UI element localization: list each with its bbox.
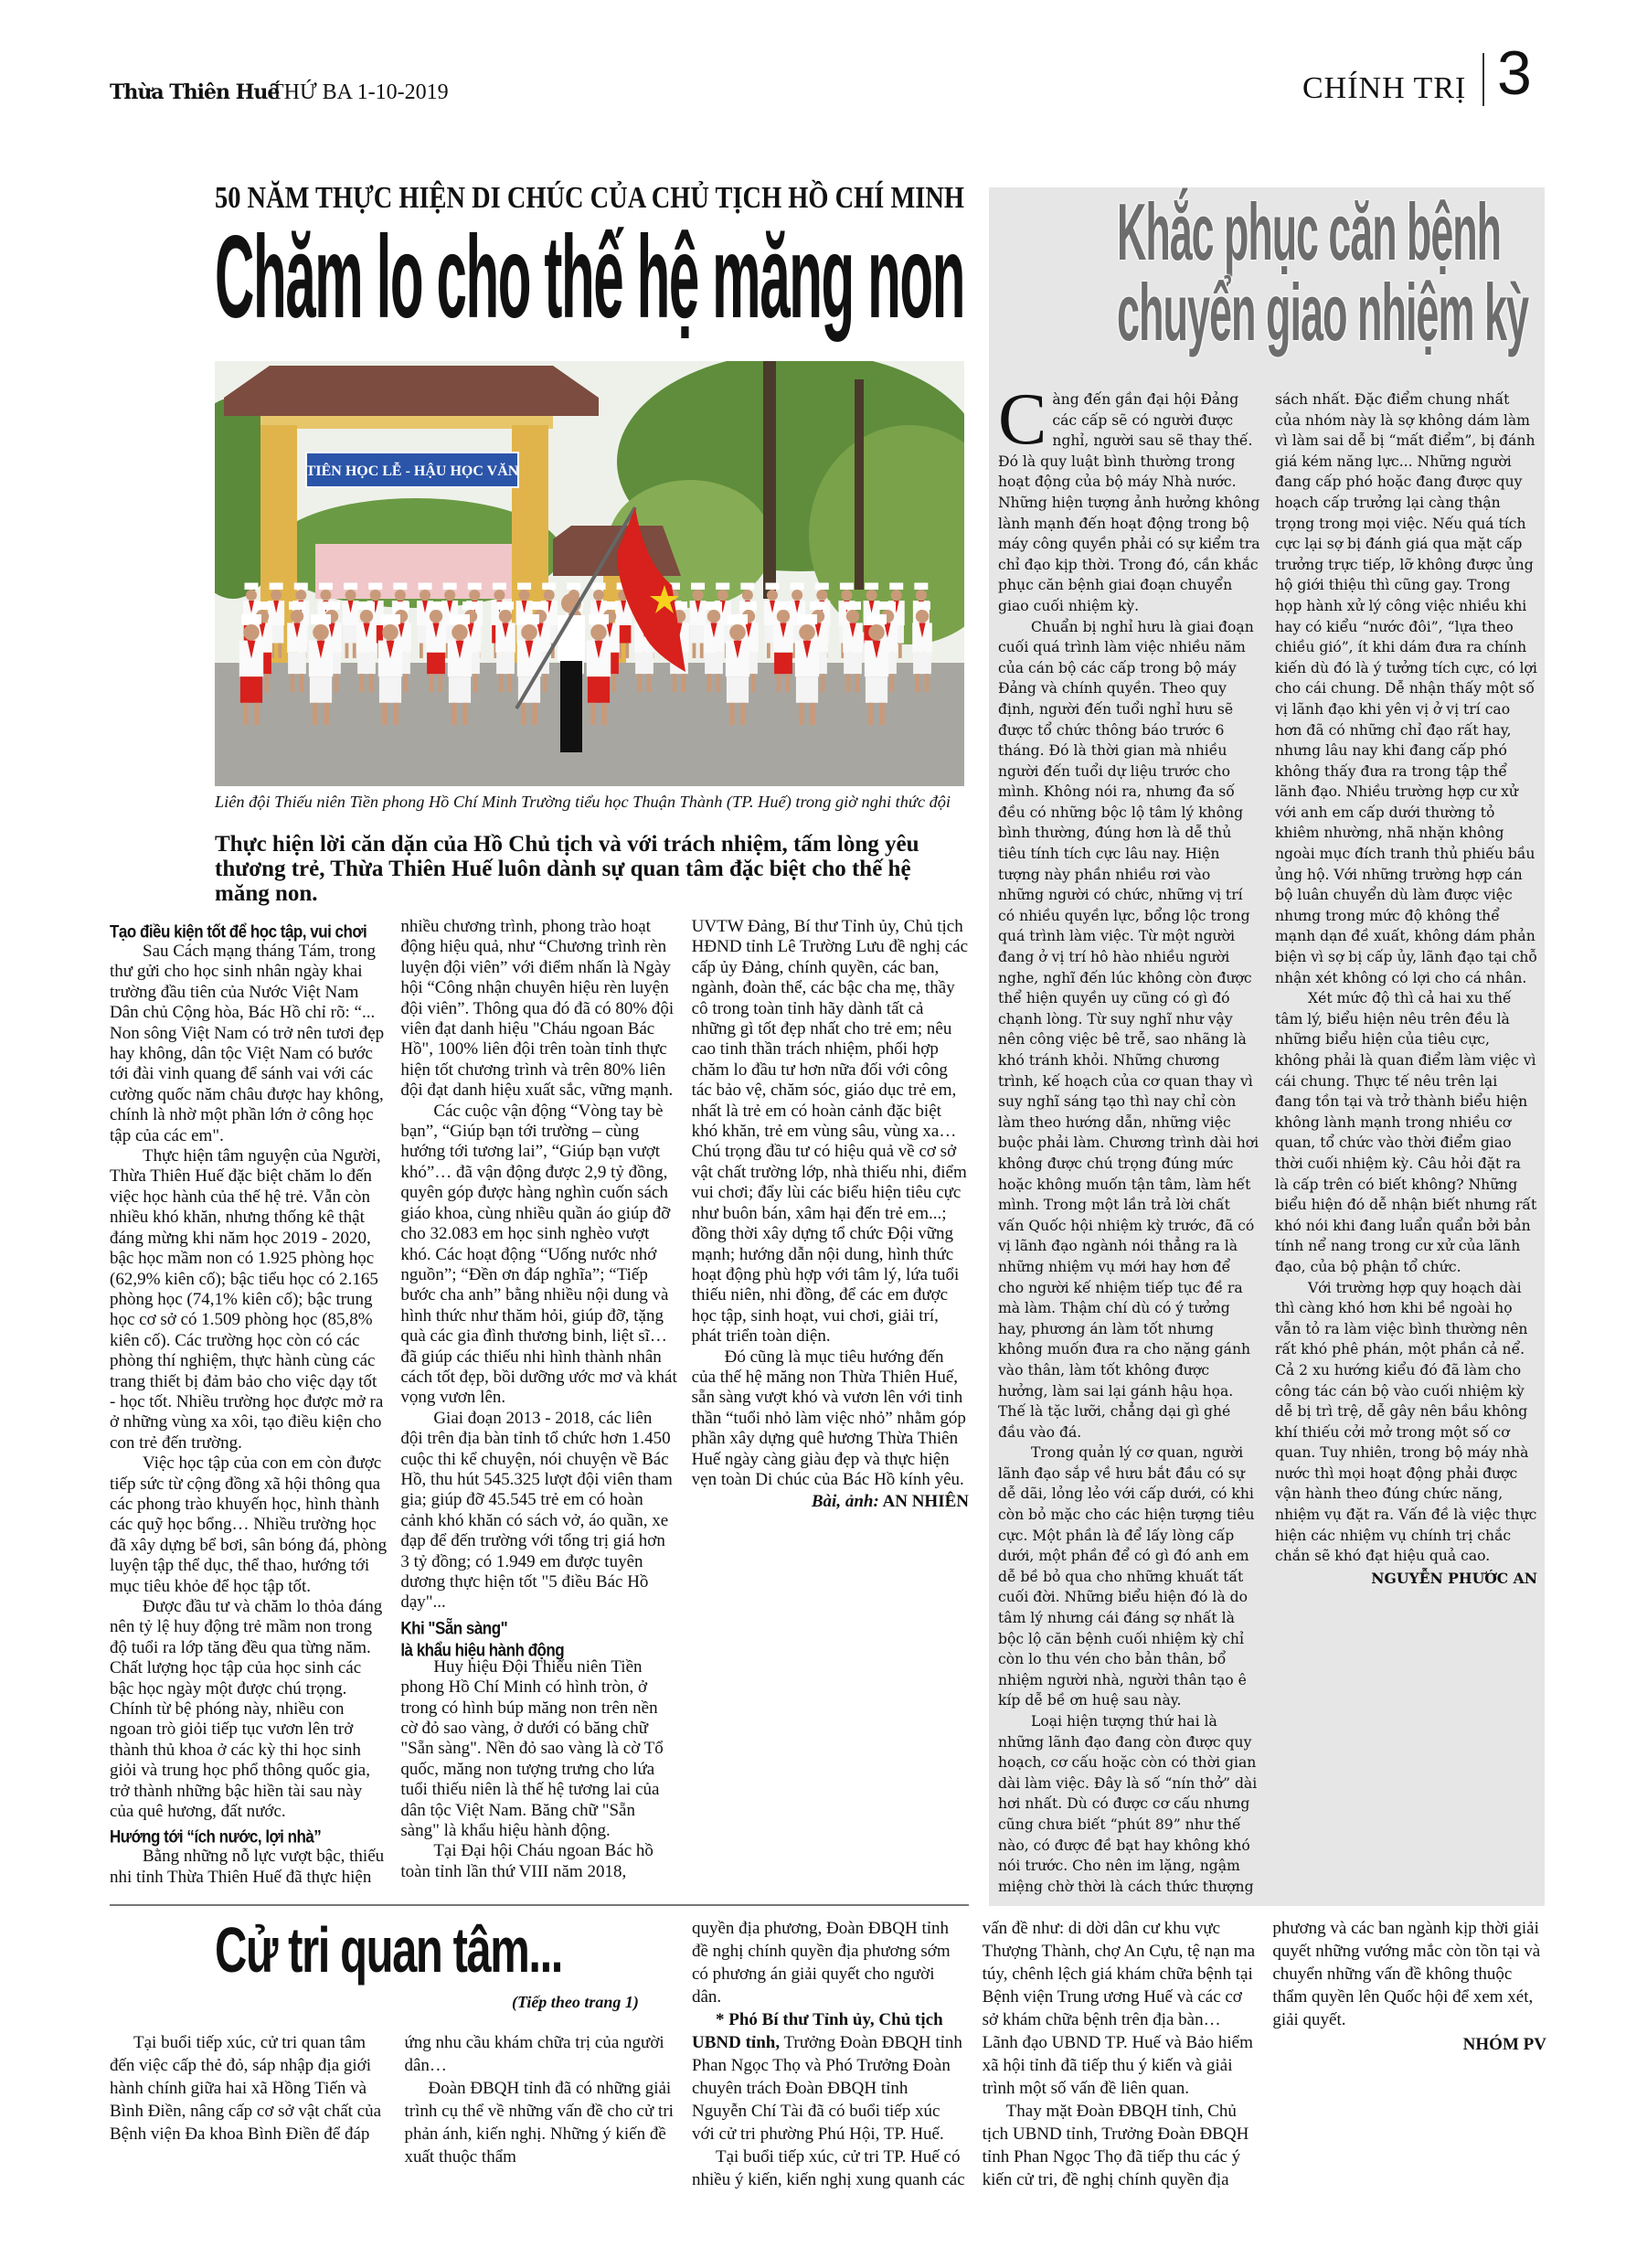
bold-lead: * Phó Bí thư Tỉnh ủy, Chủ tịch UBND tỉnh, <box>692 2010 943 2052</box>
paragraph: Thay mặt Đoàn ĐBQH tỉnh, Chủ tịch UBND tỉnh, Trưởng Đoàn ĐBQH tỉnh Phan Ngọc Thọ đã tiếp thu các ý kiến cử tri, đề nghị chính quyền địa phương và các ban ngành kịp thời giải quyết những vướng mắc còn tồn tại và chuyển những vấn đề không thuộc thẩm quyền lên Quốc hội để xem xét, giải quyết. <box>982 1919 1541 2189</box>
paragraph <box>692 2008 966 2146</box>
caption-text: Liên đội Thiếu niên Tiền phong Hồ Chí Minh Trường tiểu học Thuận Thành (TP. Huế) trong giờ nghi thức đội <box>215 793 951 811</box>
paragraph: quyền địa phương, Đoàn ĐBQH tỉnh đề nghị chính quyền địa phương sớm có phương án giải quyết cho người dân. <box>692 1919 951 2007</box>
subheading <box>400 1617 677 1661</box>
byline: NHÓM PV <box>1462 2035 1546 2054</box>
sidebar-body <box>998 379 1537 1902</box>
paragraph: Thực hiện tâm nguyện của Người, Thừa Thiên Huế đặc biệt chăm lo đến việc học hành của thế hệ trẻ. Vẫn còn nhiều khó khăn, nhưng thống kê thật đáng mừng khi năm học 2019 - 2020, bậc học mầm non có 1.925 phòng học (62,9% kiên cố); bậc tiểu học có 2.165 phòng học (74,1% kiên cố); bậc trung học cơ sở có 1.509 phòng học (85,8% kiên cố). Các trường học còn có các phòng thí nghiệm, thực hành cùng các trang thiết bị đảm bảo cho việc dạy tốt - học tốt. Nhiều trường học được mở ra ở những vùng xa xôi, tạo điều kiện cho con trẻ đến trường. <box>110 1146 384 1453</box>
paragraph: Tại buổi tiếp xúc, cử tri quan tâm đến việc cấp thẻ đỏ, sáp nhập địa giới hành chính giữa hai xã Hồng Tiến và Bình Điền, nâng cấp cơ sở vật chất của Bệnh viện Đa khoa Bình Điền để đáp ứng nhu cầu khám chữa trị của người dân… <box>110 2033 664 2144</box>
bottom-body-right <box>692 1917 1546 2191</box>
issue-date: THỨ BA 1-10-2019 <box>271 80 449 104</box>
bottom-body-left <box>110 2031 681 2177</box>
paragraph: Loại hiện tượng thứ hai là những lãnh đạo đang còn được quy hoạch, cơ cấu hoặc còn có thời gian dài làm việc. Đây là số “nín thở” dài hơi nhất. Dù có được cơ cấu nhưng cũng chưa biết “phút 89” như thế nào, có được đề bạt hay không khó nói trước. Cho nên im lặng, ngậm miệng chờ thời là cách thức thượng sách nhất. Đặc điểm chung nhất của nhóm này là sợ không dám làm vì làm sai dễ bị “mất điểm”, bị đánh giá kém năng lực... Những người đang cấp phó hoặc đang được quy hoạch cấp trưởng lại càng thận trọng trong mọi việc. Nếu quá tích cực lại sợ bị đánh giá qua mặt cấp trưởng trực tiếp, lỡ không được ủng hộ giới thiệu thì cũng gay. Trong họp hành xử lý công việc nhiều khi hay có kiểu “nước đôi”, “lựa theo chiều gió”, ít khi dám đưa ra chính kiến dù đó là ý tưởng tích cực, có lợi cho cái chung. Dễ nhận thấy một số vị lãnh đạo khi yên vị ở vị trí cao hơn đã có những chỉ đạo rất hay, nhưng lâu nay khi đang cấp phó không thấy đưa ra trong tập thể lãnh đạo. Nhiều trường hợp cư xử với anh em cấp dưới thường tỏ khiêm nhường, nhã nhặn không ngoài mục đích tranh thủ phiếu bầu ủng hộ. Với những trường hợp cán bộ luân chuyển dù làm được việc nhưng trong mức độ không thể mạnh dạn đề xuất, không dám phản biện vì sợ bị cấp ủy, lãnh đạo tại chỗ nhận xét không có lợi cho cá nhân. <box>998 391 1537 1895</box>
gate-sign-text: TIÊN HỌC LỄ - HẬU HỌC VĂN <box>305 463 519 479</box>
continued-note: (Tiếp theo trang 1) <box>512 1993 639 2011</box>
subheading: Hướng tới “ích nước, lợi nhà” <box>110 1826 322 1847</box>
article-photo <box>215 361 964 786</box>
kicker-text: 50 NĂM THỰC HIỆN DI CHÚC CỦA CHỦ TỊCH HỒ CHÍ MINH <box>215 181 964 215</box>
paragraph: Xét mức độ thì cả hai xu thế tâm lý, biểu hiện nêu trên đều là những biểu hiện của tiêu cực, không phải là quan điểm làm việc vì cái chung. Thực tế nêu trên lại đang tồn tại và trở thành biểu hiện không lành mạnh trong nhiều cơ quan, tổ chức vào thời điểm giao thời cuối nhiệm kỳ. Câu hỏi đặt ra là cấp trên có biết không? Những biểu hiện đó dễ nhận biết nhưng rất khó nói khi đang luẩn quẩn bởi bản tính nể nang trong cư xử của lãnh đạo, của bộ phận tổ chức. <box>1275 990 1537 1275</box>
drop-cap: C <box>998 379 1047 460</box>
paragraph: Bằng những nỗ lực vượt bậc, thiếu nhi tỉnh Thừa Thiên Huế đã thực hiện nhiều chương trình, phong trào hoạt động hiệu quả, như “Chương trình rèn luyện đội viên” với điểm nhấn là Ngày hội “Công nhận chuyên hiệu rèn luyện đội viên”. Thông qua đó đã có 80% đội viên đạt danh hiệu "Cháu ngoan Bác Hồ", 100% liên đội trên toàn tỉnh thực hiện tốt chương trình và trên 80% liên đội đạt danh hiệu xuất sắc, vững mạnh. <box>110 917 675 1887</box>
subheading: Tạo điều kiện tốt để học tập, vui chơi <box>110 921 367 942</box>
byline <box>692 1492 969 1512</box>
header-divider <box>1482 53 1484 106</box>
byline-name: AN NHIÊN <box>882 1492 969 1512</box>
paragraph: Tại Đại hội Cháu ngoan Bác hồ toàn tỉnh lần thứ VIII năm 2018, UVTW Đảng, Bí thư Tỉnh ủy, Chủ tịch HĐND tỉnh Lê Trường Lưu đề nghị các cấp ủy Đảng, chính quyền, các ban, ngành, đoàn thể, các bậc cha mẹ, thầy cô trong toàn tỉnh hãy dành tất cả những gì tốt đẹp nhất cho trẻ em; nêu cao tinh thần trách nhiệm, phối hợp chăm lo đầu tư hơn nữa đối với công tác bảo vệ, chăm sóc, giáo dục trẻ em, nhất là trẻ em có hoàn cảnh đặc biệt khó khăn, trẻ em vùng sâu, vùng xa… Chú trọng đầu tư có hiệu quả về cơ sở vật chất trường lớp, nhà thiếu nhi, điểm vui chơi; đẩy lùi các biểu hiện tiêu cực như buôn bán, xâm hại đến trẻ em...; đồng thời xây dựng tổ chức Đội vững mạnh; hướng dẫn nội dung, hình thức hoạt động phù hợp với tâm lý, lứa tuổi thiếu niên, nhi đồng, để các em được học tập, sinh hoạt, vui chơi, giải trí, phát triển toàn diện. <box>400 917 969 1881</box>
photo-caption <box>215 793 951 811</box>
paragraph: Chuẩn bị nghỉ hưu là giai đoạn cuối quá trình làm việc nhiều năm của cán bộ các cấp trong bộ máy Đảng và chính quyền. Theo quy định, người đến tuổi nghỉ hưu sẽ được tổ chức thông báo trước 6 tháng. Đó là thời gian mà nhiều người đến tuổi dự liệu trước cho mình. Không nói ra, nhưng đa số đều có những bộc lộ tâm lý không bình thường, đúng hơn là dễ thủ tiêu tính tích cực lâu nay. Hiện tượng này phần nhiều rơi vào những người có chức, những vị trí có nhiều quyền lực, bổng lộc trong quá trình làm việc. Từ một người đang ở vị trí hô hào nhiều người nghe, nghĩ đến lúc không còn được thể hiện quyền uy cũng có gì đó chạnh lòng. Từ suy nghĩ như vậy nên công việc bê trễ, sao nhãng là khó tránh khỏi. Những chương trình, kế hoạch của cơ quan thay vì suy nghĩ sáng tạo thì nay chỉ còn làm theo hướng dẫn, những việc buộc phải làm. Chương trình dài hơi không được chú trọng đúng mức hoặc không muốn tận tâm, làm hết mình. Trong một lần trả lời chất vấn Quốc hội nhiệm kỳ trước, đã có vị lãnh đạo ngành nói thẳng ra là những nhiệm vụ mới hay hơn để cho người kế nhiệm tiếp tục đề ra mà làm. Thậm chí dù có ý tưởng hay, phương án làm tốt nhưng không muốn đưa ra cho nặng gánh vào thân, làm tốt không được hưởng, làm sai lại gánh hậu họa. Thế là tặc lưỡi, chẳng dại gì ghé đầu vào đá. <box>998 618 1259 1441</box>
sidebar-title-line: Khắc phục căn bệnh <box>1117 186 1501 277</box>
byline: NGUYỄN PHƯỚC AN <box>1371 1569 1537 1587</box>
paper-name: Thừa Thiên Huế <box>110 80 280 104</box>
paragraph: Các cuộc vận động “Vòng tay bè bạn”, “Giúp bạn tới trường – cùng hướng tới tương lai”, “Giúp bạn vượt khó”… đã vận động được 2,9 tỷ đồng, quyên góp được hàng nghìn cuốn sách giáo khoa, cùng nhiều quần áo giúp đỡ cho 32.083 em học sinh nghèo vượt khó. Các hoạt động “Uống nước nhớ nguồn”; “Đền ơn đáp nghĩa”; “Tiếp bước cha anh” bằng nhiều nội dung và hình thức như thăm hỏi, giúp đỡ, tặng quà các gia đình thương binh, liệt sĩ… đã giúp các thiếu nhi hình thành nhân cách tốt đẹp, bồi dưỡng ước mơ và khát vọng vươn lên. <box>400 1101 677 1408</box>
byline-label: Bài, ảnh: <box>811 1492 879 1512</box>
paragraph: Tại buổi tiếp xúc, cử tri TP. Huế có nhiều ý kiến, kiến nghị xung quanh các vấn đề như: di dời dân cư khu vực Thượng Thành, chợ An Cựu, tệ nạn ma túy, chênh lệch giá khám chữa bệnh tại Bệnh viện Trung ương Huế và các cơ sở khám chữa bệnh trên địa bàn… Lãnh đạo UBND TP. Huế và Bảo hiểm xã hội tỉnh đã tiếp thu ý kiến và giải trình một số vấn đề liên quan. <box>692 1919 1256 2189</box>
subheading-line: Khi "Sẵn sàng" <box>400 1617 508 1638</box>
paragraph <box>998 379 1260 617</box>
paragraph: Đó cũng là mục tiêu hướng đến của thế hệ măng non Thừa Thiên Huế, sẵn sàng vượt khó và vươn lên với tinh thần “tuổi nhỏ làm việc nhỏ” nhằm góp phần xây dựng quê hương Thừa Thiên Huế ngày càng giàu đẹp và thực hiện vẹn toàn Di chúc của Bác Hồ kính yêu. <box>691 1347 966 1489</box>
paragraph: Việc học tập của con em còn được tiếp sức từ cộng đồng xã hội thông qua các phong trào khuyến học, hình thành các quỹ học bổng… Nhiều trường học đã xây dựng bể bơi, sân bóng đá, phòng luyện tập thể dục, thể thao, hướng tới mục tiêu khỏe để học tập tốt. <box>110 1453 388 1596</box>
article-kicker <box>215 183 1111 214</box>
bottom-headline <box>215 1914 712 1986</box>
paragraph: Đoàn ĐBQH tỉnh đã có những giải trình cụ thể về những vấn đề cho cử tri phản ánh, kiến nghị. Những ý kiến đề xuất thuộc thẩm <box>404 2079 674 2167</box>
bottom-headline-text: Cử tri quan tâm... <box>215 1914 562 1986</box>
article-body <box>110 917 969 1900</box>
paragraph: Được đầu tư và chăm lo thỏa đáng nên tỷ lệ huy động trẻ mầm non trong độ tuổi ra lớp tăng đều qua từng năm. Chất lượng học tập của học sinh các bậc học ngày một được chú trọng. Chính từ bệ phóng này, nhiều con ngoan trò giỏi tiếp tục vươn lên trở thành thủ khoa ở các kỳ thi học sinh giỏi và trung học phổ thông quốc gia, trở thành những bậc hiền tài sau này của quê hương, đất nước. <box>110 1597 383 1822</box>
headline-text: Chăm lo cho thế hệ măng non <box>215 212 964 343</box>
section-name: CHÍNH TRỊ <box>1302 71 1467 105</box>
paragraph: Với trường hợp quy hoạch dài thì càng khó hơn khi bề ngoài họ vẫn tỏ ra làm việc bình thường nên rất khó phê phán, một phần cả nể. Cả 2 xu hướng kiểu đó đã làm cho công tác cán bộ vào cuối nhiệm kỳ dễ bị trì trệ, dễ gây nên bầu không khí thiếu cởi mở trong một số cơ quan. Tuy nhiên, trong bộ máy nhà nước thì mọi hoạt động phải được vận hành theo đúng chức năng, nhiệm vụ đặt ra. Vấn đề là việc thực hiện các nhiệm vụ chính trị chắc chắn sẽ khó đạt hiệu quả cao. <box>1275 1279 1537 1565</box>
paragraph-text: Trưởng Đoàn ĐBQH tỉnh Phan Ngọc Thọ và Phó Trưởng Đoàn chuyên trách Đoàn ĐBQH tỉnh Nguyễn Chí Tài đã có buổi tiếp xúc với cử tri phường Phú Hội, TP. Huế. <box>692 2033 962 2144</box>
paragraph: Sau Cách mạng tháng Tám, trong thư gửi cho học sinh nhân ngày khai trường đầu tiên của Nước Việt Nam Dân chủ Cộng hòa, Bác Hồ chỉ rõ: “... Non sông Việt Nam có trở nên tươi đẹp hay không, dân tộc Việt Nam có bước tới đài vinh quang để sánh vai với các cường quốc năm châu được hay không, chính là nhờ một phần lớn ở công học tập của các em". <box>110 942 385 1145</box>
subheading-line: là khẩu hiệu hành động <box>400 1640 565 1660</box>
divider <box>110 1904 969 1906</box>
paragraph: Giai đoạn 2013 - 2018, các liên đội trên địa bàn tỉnh tổ chức hơn 1.450 cuộc thi kể chuyện, nói chuyện về Bác Hồ, thu hút 545.325 lượt đội viên tham gia; giúp đỡ 45.545 trẻ em có hoàn cảnh khó khăn có sách vở, áo quần, xe đạp để đến trường với tổng trị giá hơn 3 tỷ đồng; có 1.949 em được tuyên dương thực hiện tốt "5 điều Bác Hồ dạy"... <box>400 1408 673 1613</box>
article-lead: Thực hiện lời căn dặn của Hồ Chủ tịch và với trách nhiệm, tấm lòng yêu thương trẻ, Thừa Thiên Huế luôn dành sự quan tâm đặc biệt cho thế hệ măng non. <box>215 832 919 906</box>
sidebar-title-line: chuyển giao nhiệm kỳ <box>1117 267 1528 357</box>
paragraph: Huy hiệu Đội Thiếu niên Tiền phong Hồ Chí Minh có hình tròn, ở trong có hình búp măng non trên nền cờ đỏ sao vàng, ở dưới có băng chữ "Sẵn sàng". Nền đỏ sao vàng là cờ Tổ quốc, măng non tượng trưng cho lứa tuổi thiếu niên là thế hệ tương lai của dân tộc Việt Nam. Băng chữ "Sẵn sàng" là khẩu hiệu hành động. <box>400 1656 664 1841</box>
page-number: 3 <box>1497 38 1532 108</box>
paragraph-text: àng đến gần đại hội Đảng các cấp sẽ có người được nghỉ, người sau sẽ thay thế. Đó là quy luật bình thường trong hoạt động của bộ máy Nhà nước. Những hiện tượng ảnh hưởng không lành mạnh đến hoạt động trong bộ máy công quyền phải có sự kiểm tra chỉ đạo kịp thời. Trong đó, cần khắc phục căn bệnh giai đoạn chuyển giao cuối nhiệm kỳ. <box>998 391 1260 614</box>
paragraph: Trong quản lý cơ quan, người lãnh đạo sắp về hưu bắt đầu có sự dễ dãi, lỏng lẻo với cấp dưới, có khi còn bỏ mặc cho các hiện tượng tiêu cực. Một phần là để lấy lòng cấp dưới, một phần để có gì đó anh em dễ bề bỏ qua cho những khuất tất cuối đời. Những biểu hiện đó là do tâm lý nhưng cái đáng sợ nhất là bộc lộ căn bệnh cuối nhiệm kỳ chỉ còn lo thu vén cho bản thân, bổ nhiệm người nhà, người thân tạo ê kíp dễ bề ơn huệ sau này. <box>998 1444 1255 1709</box>
sidebar-title <box>1117 186 1647 357</box>
